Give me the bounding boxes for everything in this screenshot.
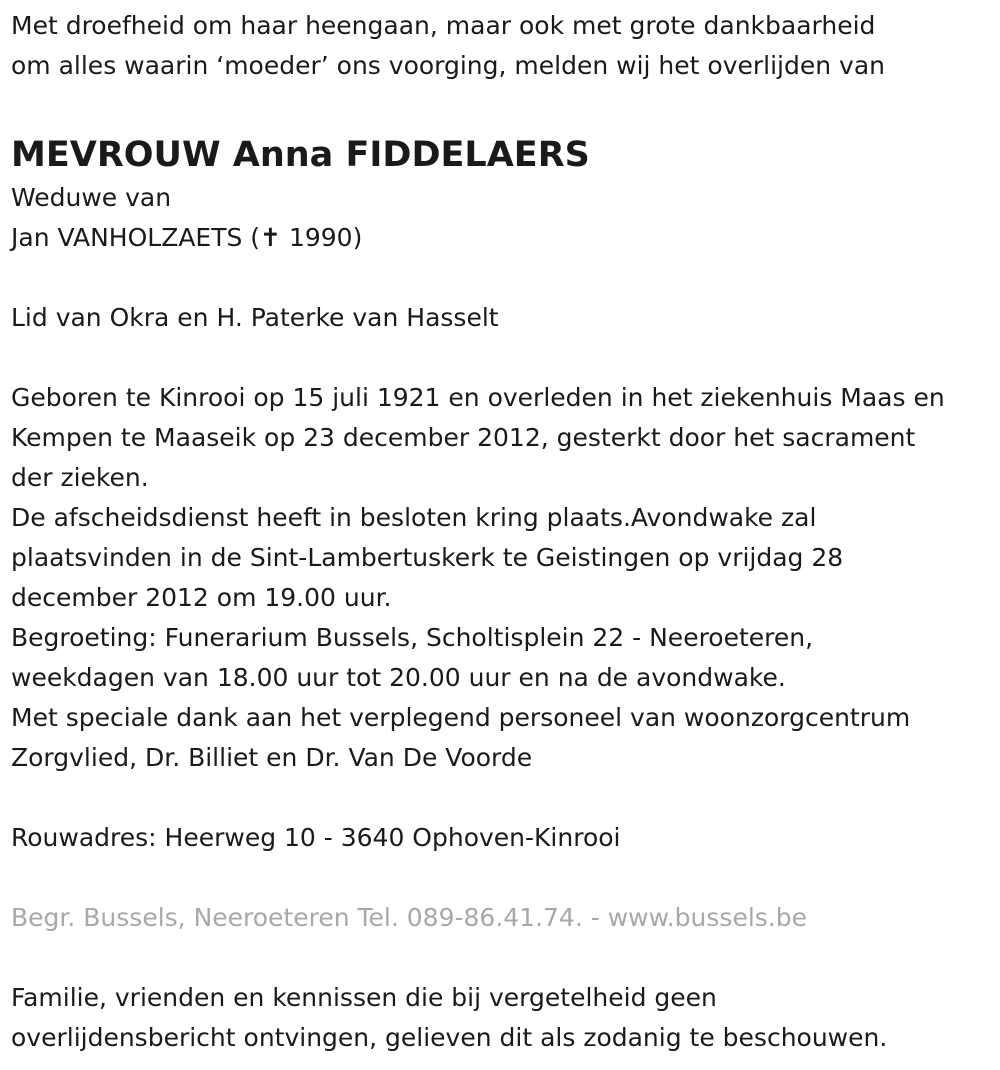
funeral-home-contact: Begr. Bussels, Neeroeteren Tel. 089-86.41.74. - www.bussels.be [11, 903, 807, 932]
spacer [11, 86, 996, 126]
spacer [11, 338, 996, 378]
closing-line-1: Familie, vrienden en kennissen die bij vergetelheid geen [11, 983, 717, 1012]
details-line: Geboren te Kinrooi op 15 juli 1921 en overleden in het ziekenhuis Maas en [11, 383, 945, 412]
details-line: weekdagen van 18.00 uur tot 20.00 uur en na de avondwake. [11, 663, 786, 692]
intro-line-1: Met droefheid om haar heengaan, maar ook met grote dankbaarheid [11, 11, 876, 40]
membership-text: Lid van Okra en H. Paterke van Hasselt [11, 303, 499, 332]
spacer [11, 858, 996, 898]
spacer [11, 938, 996, 978]
spacer [11, 778, 996, 818]
details-line: plaatsvinden in de Sint-Lambertuskerk te Geistingen op vrijdag 28 [11, 543, 844, 572]
details-line: der zieken. [11, 463, 149, 492]
mourning-address: Rouwadres: Heerweg 10 - 3640 Ophoven-Kinrooi [11, 823, 621, 852]
closing-line-2: overlijdensbericht ontvingen, gelieven dit als zodanig te beschouwen. [11, 1023, 888, 1052]
widow-of-label: Weduwe van [11, 183, 172, 212]
details-line: Begroeting: Funerarium Bussels, Scholtisplein 22 - Neeroeteren, [11, 623, 814, 652]
details-line: december 2012 om 19.00 uur. [11, 583, 392, 612]
spouse-name: Jan VANHOLZAETS (✝ 1990) [11, 223, 363, 252]
intro-line-2: om alles waarin ‘moeder’ ons voorging, melden wij het overlijden van [11, 51, 885, 80]
details-line: Zorgvlied, Dr. Billiet en Dr. Van De Voorde [11, 743, 533, 772]
spacer [11, 258, 996, 298]
deceased-name: MEVROUW Anna FIDDELAERS [11, 135, 590, 175]
details-line: Kempen te Maaseik op 23 december 2012, gesterkt door het sacrament [11, 423, 916, 452]
death-notice [11, 6, 996, 1058]
details-line: De afscheidsdienst heeft in besloten kring plaats.Avondwake zal [11, 503, 817, 532]
details-line: Met speciale dank aan het verplegend personeel van woonzorgcentrum [11, 703, 911, 732]
